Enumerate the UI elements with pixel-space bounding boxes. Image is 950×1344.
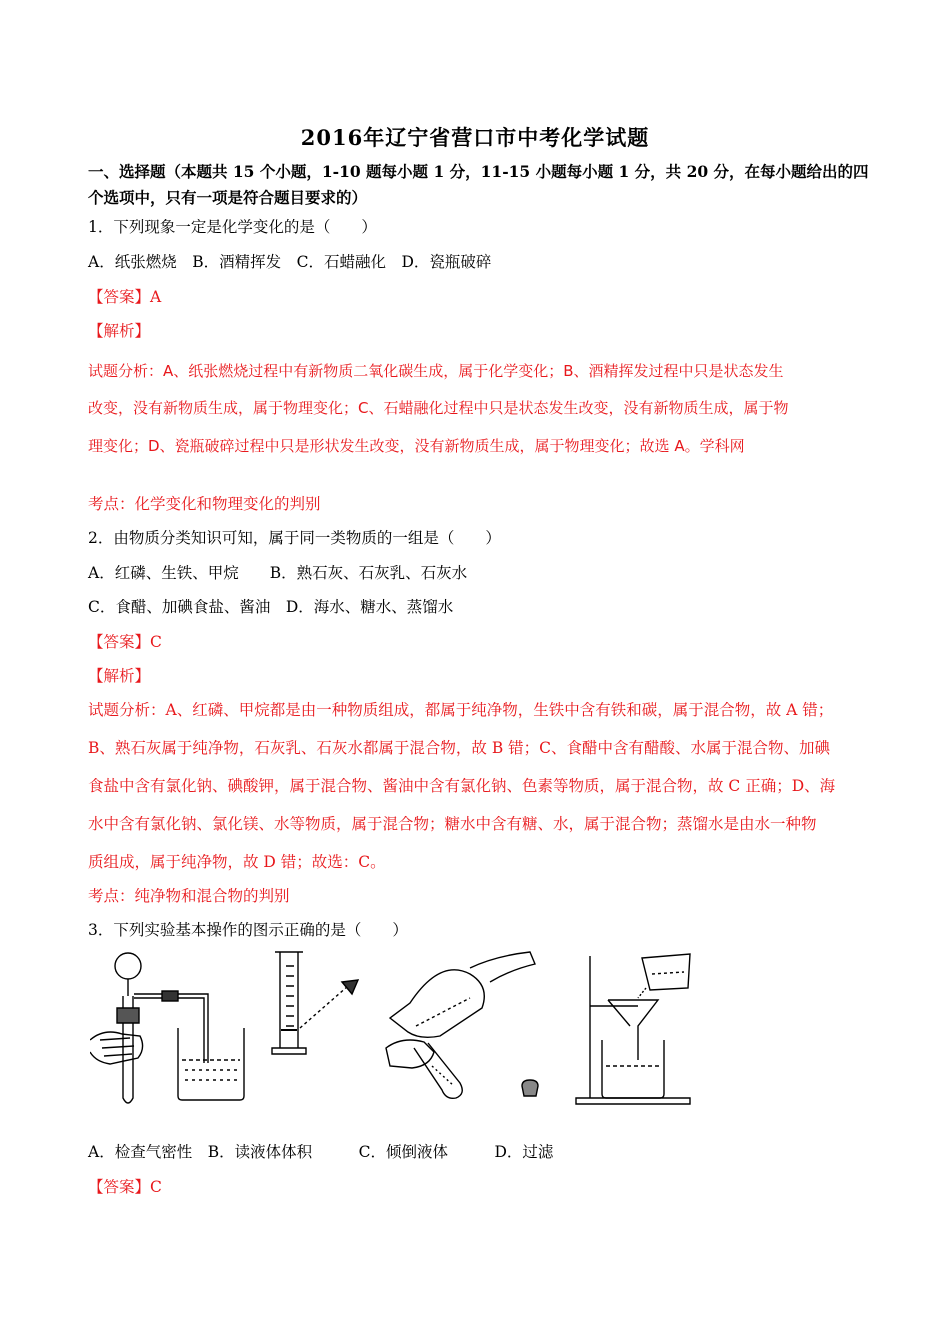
q2-kaodian: 考点：纯净物和混合物的判别 — [88, 887, 290, 905]
q2-analysis-line-3: 食盐中含有氯化钠、碘酸钾，属于混合物、酱油中含有氯化钠、色素等物质，属于混合物，故 C 正确；D、海 — [88, 777, 836, 795]
q2-analysis-line-5: 质组成，属于纯净物，故 D 错；故选：C。 — [88, 853, 386, 871]
section-heading-line-2: 个选项中，只有一项是符合题目要求的） — [88, 188, 368, 207]
q2-answer: 【答案】C — [88, 633, 162, 651]
q2-analysis-line-2: B、熟石灰属于纯净物，石灰乳、石灰水都属于混合物，故 B 错；C、食醋中含有醋酸、水属于混合物、加碘 — [88, 739, 830, 757]
section-heading-line-1: 一、选择题（本题共 15 个小题，1-10 题每小题 1 分，11-15 小题每小题 1 分，共 20 分，在每小题给出的四 — [88, 162, 869, 181]
page-title: 2016年辽宁省营口市中考化学试题 — [300, 125, 650, 150]
q1-options: A．纸张燃烧 B．酒精挥发 C．石蜡融化 D．瓷瓶破碎 — [88, 253, 492, 271]
q1-analysis-line-3: 理变化；D、瓷瓶破碎过程中只是形状发生改变，没有新物质生成，属于物理变化；故选 A。学科网 — [88, 437, 745, 455]
figure-a-airtightness-check — [90, 953, 244, 1103]
q1-stem: 1．下列现象一定是化学变化的是（ ） — [88, 218, 377, 236]
q2-options-line-2: C．食醋、加碘食盐、酱油 D．海水、糖水、蒸馏水 — [88, 598, 454, 616]
q2-analysis-line-4: 水中含有氯化钠、氯化镁、水等物质，属于混合物；糖水中含有糖、水，属于混合物；蒸馏水是由水一种物 — [88, 815, 817, 833]
q1-analysis-line-1: 试题分析：A、纸张燃烧过程中有新物质二氧化碳生成，属于化学变化；B、酒精挥发过程中只是状态发生 — [88, 362, 784, 380]
q2-options-line-1: A．红磷、生铁、甲烷 B．熟石灰、石灰乳、石灰水 — [88, 564, 468, 582]
q3-answer: 【答案】C — [88, 1178, 162, 1196]
q3-options: A．检查气密性 B．读液体体积 C．倾倒液体 D．过滤 — [88, 1143, 554, 1161]
figure-d-filtration — [576, 954, 690, 1104]
figure-c-pouring-liquid — [386, 952, 538, 1098]
q1-kaodian: 考点：化学变化和物理变化的判别 — [88, 495, 321, 513]
q2-analysis-line-1: 试题分析：A、红磷、甲烷都是由一种物质组成，都属于纯净物，生铁中含有铁和碳，属于混合物，故 A 错； — [88, 701, 834, 719]
q3-stem: 3．下列实验基本操作的图示正确的是（ ） — [88, 921, 408, 939]
lab-operations-figure — [90, 948, 710, 1108]
q1-analysis-heading: 【解析】 — [88, 322, 151, 340]
q1-analysis-line-2: 改变，没有新物质生成，属于物理变化；C、石蜡融化过程中只是状态发生改变，没有新物质生成，属于物 — [88, 399, 789, 417]
q1-answer: 【答案】A — [88, 288, 162, 306]
q2-stem: 2．由物质分类知识可知，属于同一类物质的一组是（ ） — [88, 529, 501, 547]
q2-analysis-heading: 【解析】 — [88, 667, 151, 685]
figure-b-reading-volume — [272, 952, 358, 1054]
